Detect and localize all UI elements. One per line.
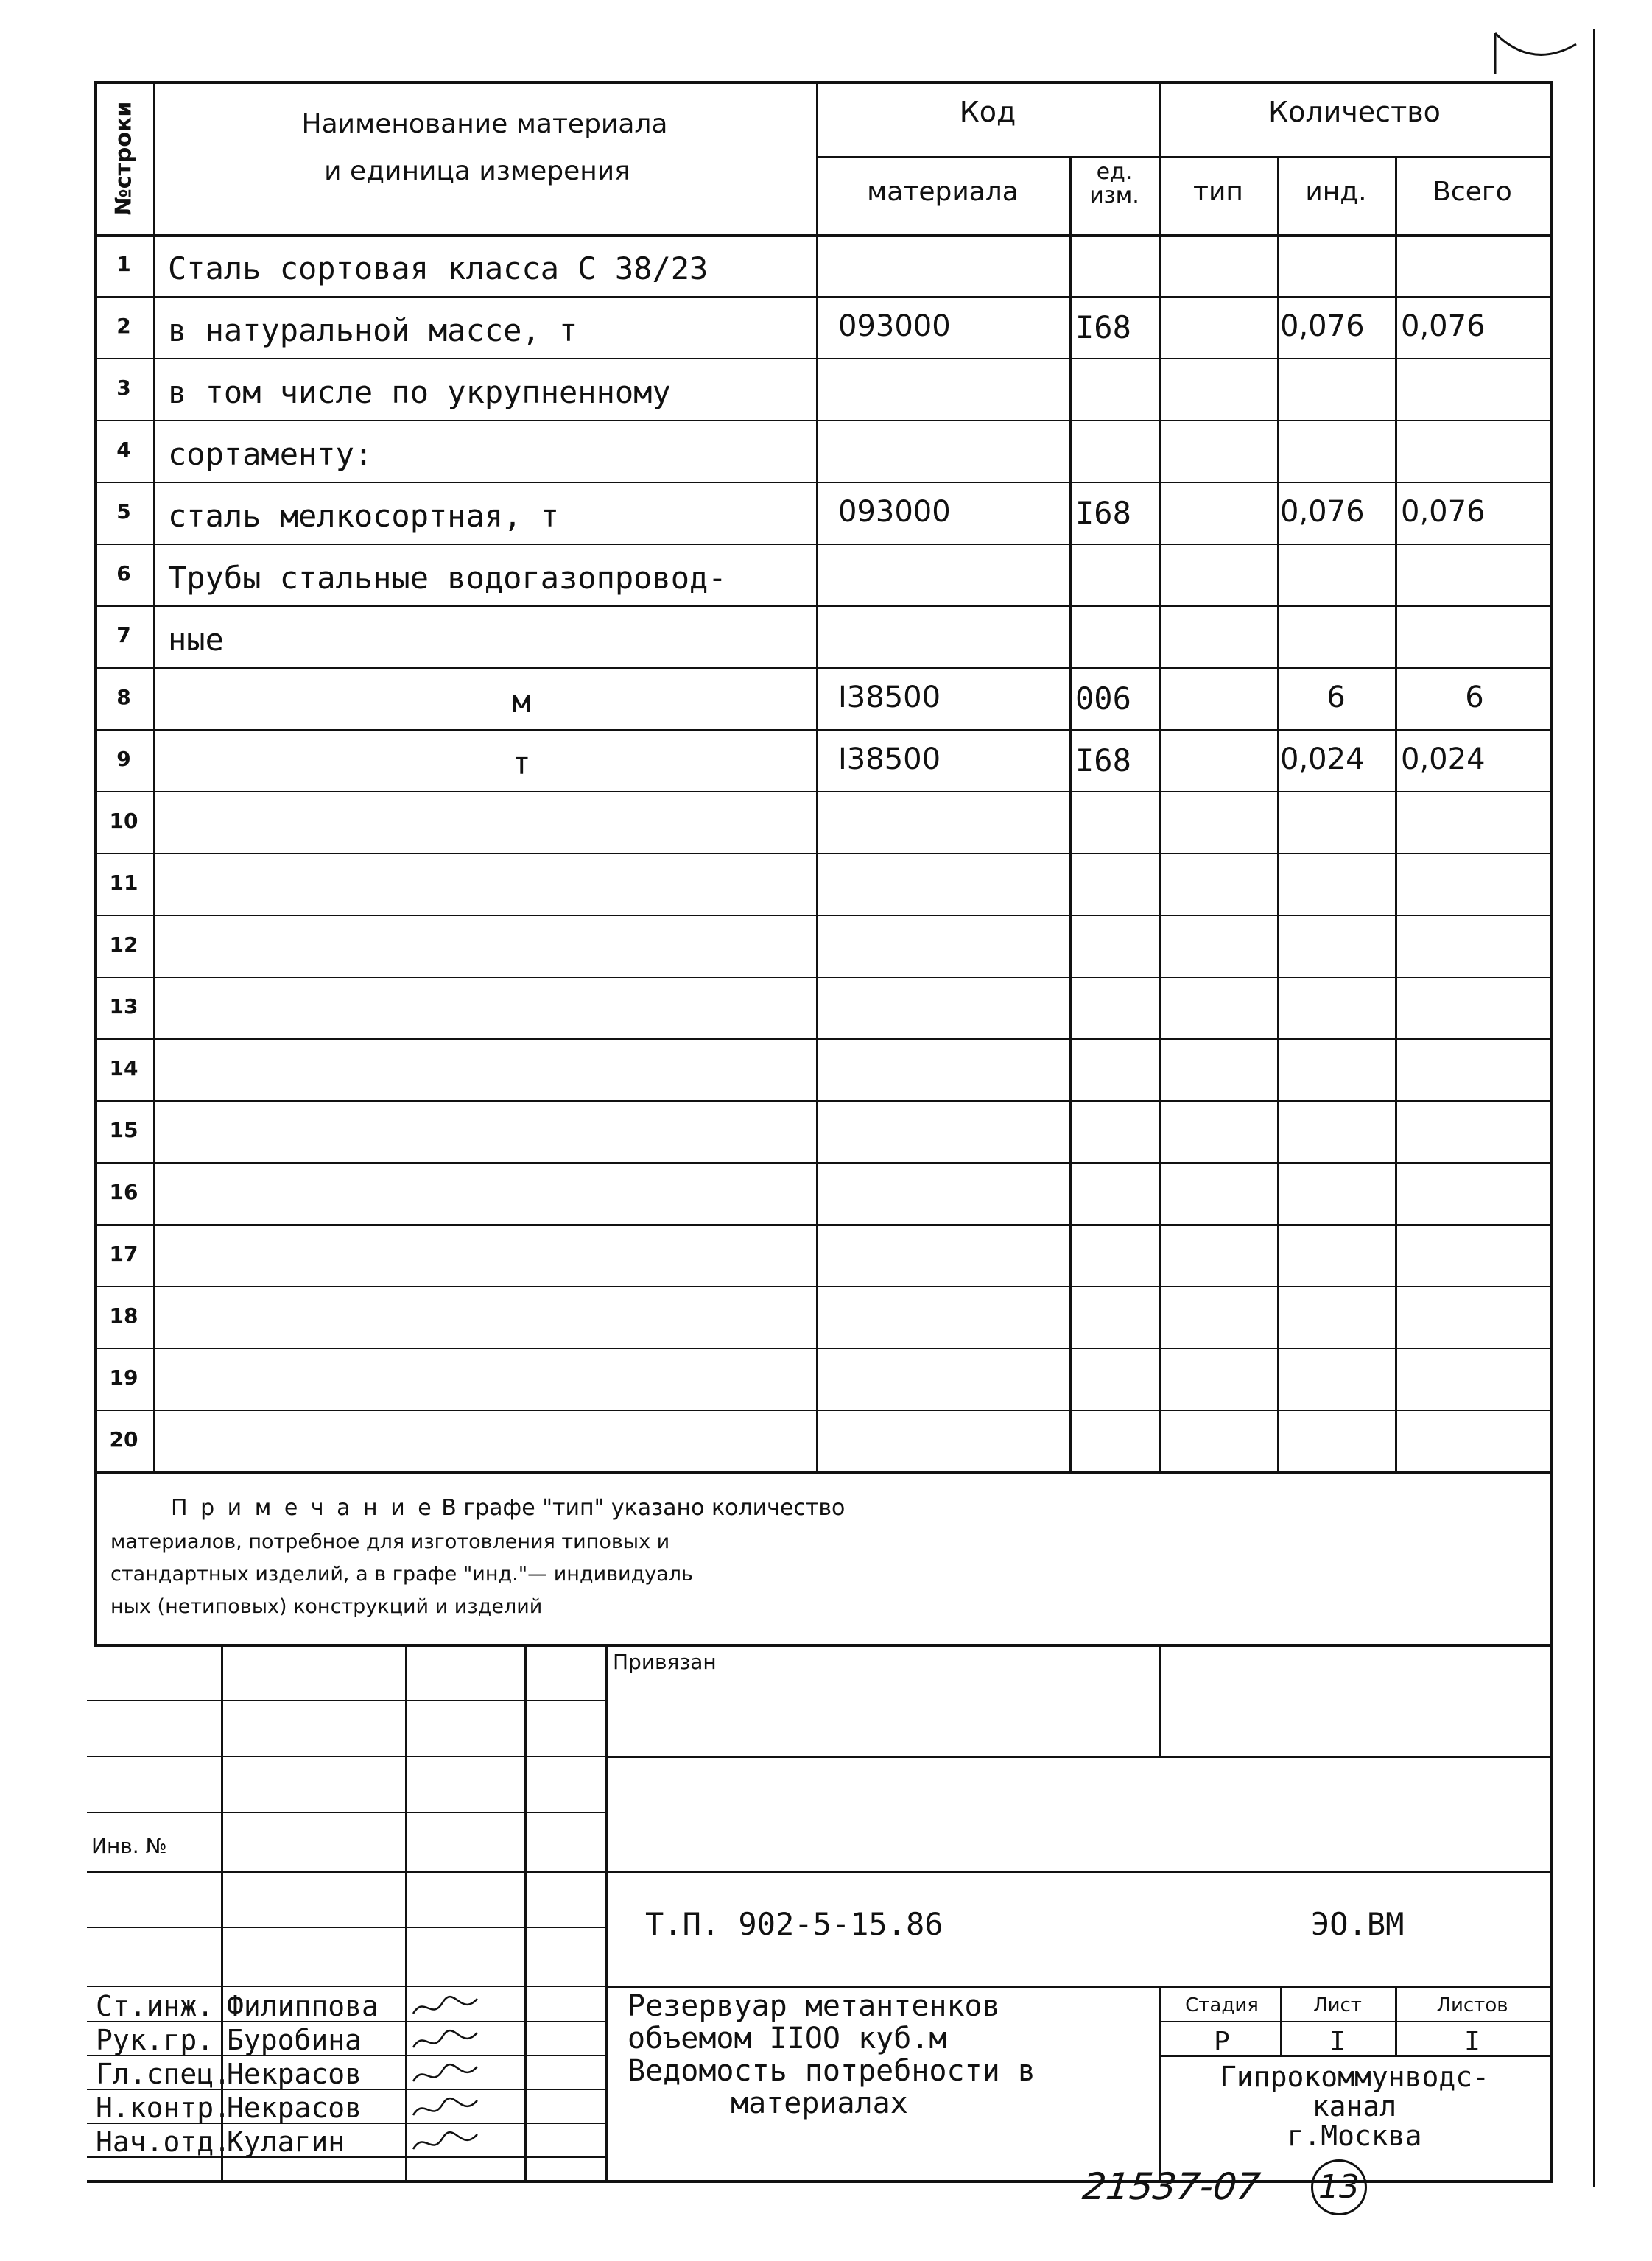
- unit-code: I68: [1075, 309, 1131, 345]
- qty-ind: 0,076: [1280, 309, 1365, 343]
- unit-code: I68: [1075, 495, 1131, 531]
- doc-title-line2: объемом IIOO куб.м: [628, 2022, 947, 2056]
- name-header-line1: Наименование материала: [301, 109, 668, 139]
- unit-header: [1069, 161, 1159, 208]
- grid-line: [153, 81, 155, 1471]
- row-number: 5: [116, 499, 131, 524]
- grid-line: [94, 482, 1550, 483]
- row-number: 1: [116, 252, 131, 276]
- grid-line: [524, 1644, 527, 2180]
- doc-title: [628, 1990, 1036, 2120]
- grid-line: [94, 296, 1550, 298]
- qty-total: 0,024: [1401, 742, 1486, 776]
- signature-scribble: [410, 2025, 483, 2058]
- grid-line: [94, 544, 1550, 545]
- grid-line: [1395, 156, 1397, 1471]
- sheets-label: Листов: [1436, 1994, 1508, 2016]
- row-number: 4: [116, 437, 131, 462]
- doc-mark: ЭО.ВМ: [1311, 1906, 1405, 1942]
- grid-line: [94, 1038, 1550, 1040]
- signature-scribble: [410, 2059, 483, 2092]
- signer-name: Кулагин: [227, 2125, 345, 2158]
- signer-name: Некрасов: [227, 2092, 362, 2124]
- note-line4: ных (нетиповых) конструкций и изделий: [110, 1595, 543, 1618]
- material-name: в натуральной массе, т: [168, 312, 578, 348]
- corner-arc: [1488, 29, 1598, 81]
- type-header: тип: [1193, 177, 1243, 207]
- grid-line: [94, 420, 1550, 421]
- row-number: 9: [116, 747, 131, 771]
- doc-code: Т.П. 902-5-15.86: [645, 1906, 943, 1942]
- name-header-line2: и единица измерения: [324, 156, 630, 186]
- grid-line: [94, 729, 1550, 731]
- material-name: сортаменту:: [168, 436, 373, 472]
- grid-line: [94, 1410, 1550, 1411]
- grid-line: [87, 1812, 605, 1813]
- grid-line: [94, 667, 1550, 669]
- note-label: П р и м е ч а н и е: [171, 1495, 435, 1521]
- grid-line: [605, 1756, 1550, 1758]
- sheet-value: I: [1329, 2027, 1346, 2057]
- privyazan-label: Привязан: [613, 1650, 717, 1674]
- row-number: 15: [109, 1118, 138, 1142]
- row-number: 17: [109, 1242, 138, 1266]
- signature-scribble: [410, 1991, 483, 2024]
- code-header: Код: [959, 96, 1016, 128]
- grid-line: [94, 1100, 1550, 1102]
- stage-value: Р: [1214, 2027, 1230, 2057]
- org-line2: канал: [1312, 2090, 1397, 2123]
- qty-ind: 6: [1326, 681, 1346, 714]
- grid-line: [605, 1644, 608, 2180]
- material-name: ные: [168, 622, 224, 658]
- material-code: I38500: [838, 742, 941, 776]
- row-number: 8: [116, 685, 131, 709]
- row-number: 12: [109, 932, 138, 957]
- material-code: 093000: [838, 495, 951, 529]
- qty-total: 0,076: [1401, 495, 1486, 529]
- material-name: Трубы стальные водогазопровод-: [168, 560, 727, 596]
- grid-line: [94, 605, 1550, 607]
- row-number: 6: [116, 561, 131, 586]
- stamp-top-border: [94, 1644, 1553, 1647]
- row-number: 13: [109, 994, 138, 1019]
- row-number: 10: [109, 809, 138, 833]
- grid-line: [605, 1871, 1550, 1873]
- material-name: в том числе по укрупненному: [168, 374, 671, 410]
- signer-name: Некрасов: [227, 2058, 362, 2090]
- material-name: сталь мелкосортная, т: [168, 498, 560, 534]
- stage-label: Стадия: [1185, 1994, 1259, 2016]
- grid-line: [94, 915, 1550, 916]
- signer-role: Н.контр.: [96, 2092, 231, 2124]
- row-number: 3: [116, 376, 131, 400]
- ind-header: инд.: [1305, 177, 1367, 207]
- unit-code: I68: [1075, 742, 1131, 778]
- material-name: м: [512, 683, 531, 720]
- doc-title-line3: Ведомость потребности в: [628, 2054, 1036, 2088]
- inv-no-label: Инв. №: [91, 1834, 167, 1858]
- grid-line: [94, 853, 1550, 854]
- row-number: 14: [109, 1056, 138, 1080]
- grid-line: [605, 1986, 1550, 1988]
- note-line1: [171, 1495, 845, 1521]
- note-line3: стандартных изделий, а в графе "инд."— индивидуаль: [110, 1563, 693, 1586]
- code-material-header: материала: [867, 177, 1019, 207]
- row-number: 2: [116, 314, 131, 338]
- org-line1: Гипрокоммунводс-: [1219, 2061, 1490, 2093]
- signer-role: Рук.гр.: [96, 2024, 214, 2056]
- doc-title-line4: материалах: [731, 2086, 908, 2120]
- qty-total: 6: [1465, 681, 1484, 714]
- grid-line: [1159, 81, 1161, 1471]
- grid-line: [87, 1756, 605, 1757]
- row-number: 18: [109, 1304, 138, 1328]
- table-top-border: [94, 81, 1553, 84]
- rowno-header-label: №строки: [110, 101, 137, 216]
- grid-line: [94, 1224, 1550, 1226]
- row-number: 19: [109, 1365, 138, 1390]
- archive-number: 21537-07: [1080, 2165, 1262, 2208]
- grid-line: [94, 977, 1550, 978]
- page-number-circle: 13: [1311, 2159, 1367, 2215]
- grid-line: [816, 156, 1550, 158]
- qty-ind: 0,076: [1280, 495, 1365, 529]
- signer-name: Буробина: [227, 2024, 362, 2056]
- grid-line: [94, 1348, 1550, 1349]
- organization: [1159, 2062, 1550, 2151]
- sheet-label: Лист: [1313, 1994, 1362, 2016]
- grid-line: [87, 1700, 605, 1701]
- material-name: т: [512, 745, 531, 781]
- material-name: Сталь сортовая класса С 38/23: [168, 250, 709, 286]
- material-code: 093000: [838, 309, 951, 343]
- grid-line: [1069, 156, 1072, 1471]
- material-code: I38500: [838, 681, 941, 714]
- note-line1-text: В графе "тип" указано количество: [441, 1495, 846, 1521]
- doc-title-line1: Резервуар метантенков: [628, 1989, 1000, 2023]
- grid-line: [1159, 2021, 1550, 2022]
- rowno-header: [94, 88, 153, 228]
- grid-line: [94, 1162, 1550, 1164]
- unit-header-line1: ед.: [1096, 159, 1133, 185]
- grid-line: [94, 358, 1550, 359]
- unit-header-line2: изм.: [1089, 183, 1139, 208]
- page-right-edge: [1593, 29, 1595, 2187]
- signer-role: Нач.отд.: [96, 2125, 231, 2158]
- grid-line: [87, 1986, 605, 1987]
- grid-line: [94, 1471, 1550, 1474]
- qty-total: 0,076: [1401, 309, 1486, 343]
- signer-role: Гл.спец.: [96, 2058, 231, 2090]
- signer-role: Ст.инж.: [96, 1990, 214, 2022]
- unit-code: 006: [1075, 681, 1131, 717]
- quantity-header: Количество: [1268, 96, 1441, 128]
- signer-name: Филиппова: [227, 1990, 379, 2022]
- signature-scribble: [410, 2093, 483, 2125]
- row-number: 7: [116, 623, 131, 647]
- table-right-border: [1550, 81, 1553, 1644]
- row-number: 11: [109, 871, 138, 895]
- grid-line: [1277, 156, 1279, 1471]
- grid-line: [94, 1286, 1550, 1287]
- qty-ind: 0,024: [1280, 742, 1365, 776]
- signature-scribble: [410, 2127, 483, 2159]
- grid-line: [1159, 1644, 1161, 1756]
- row-number: 20: [109, 1427, 138, 1452]
- header-bottom-border: [94, 234, 1553, 237]
- grid-line: [94, 791, 1550, 792]
- row-number: 16: [109, 1180, 138, 1204]
- org-line3: г.Москва: [1287, 2120, 1422, 2152]
- grid-line: [405, 1644, 407, 2180]
- note-line2: материалов, потребное для изготовления типовых и: [110, 1530, 670, 1553]
- grid-line: [816, 81, 818, 1471]
- total-header: Всего: [1433, 177, 1512, 207]
- grid-line: [1550, 1644, 1553, 2180]
- sheets-value: I: [1464, 2027, 1480, 2057]
- grid-line: [87, 1927, 605, 1928]
